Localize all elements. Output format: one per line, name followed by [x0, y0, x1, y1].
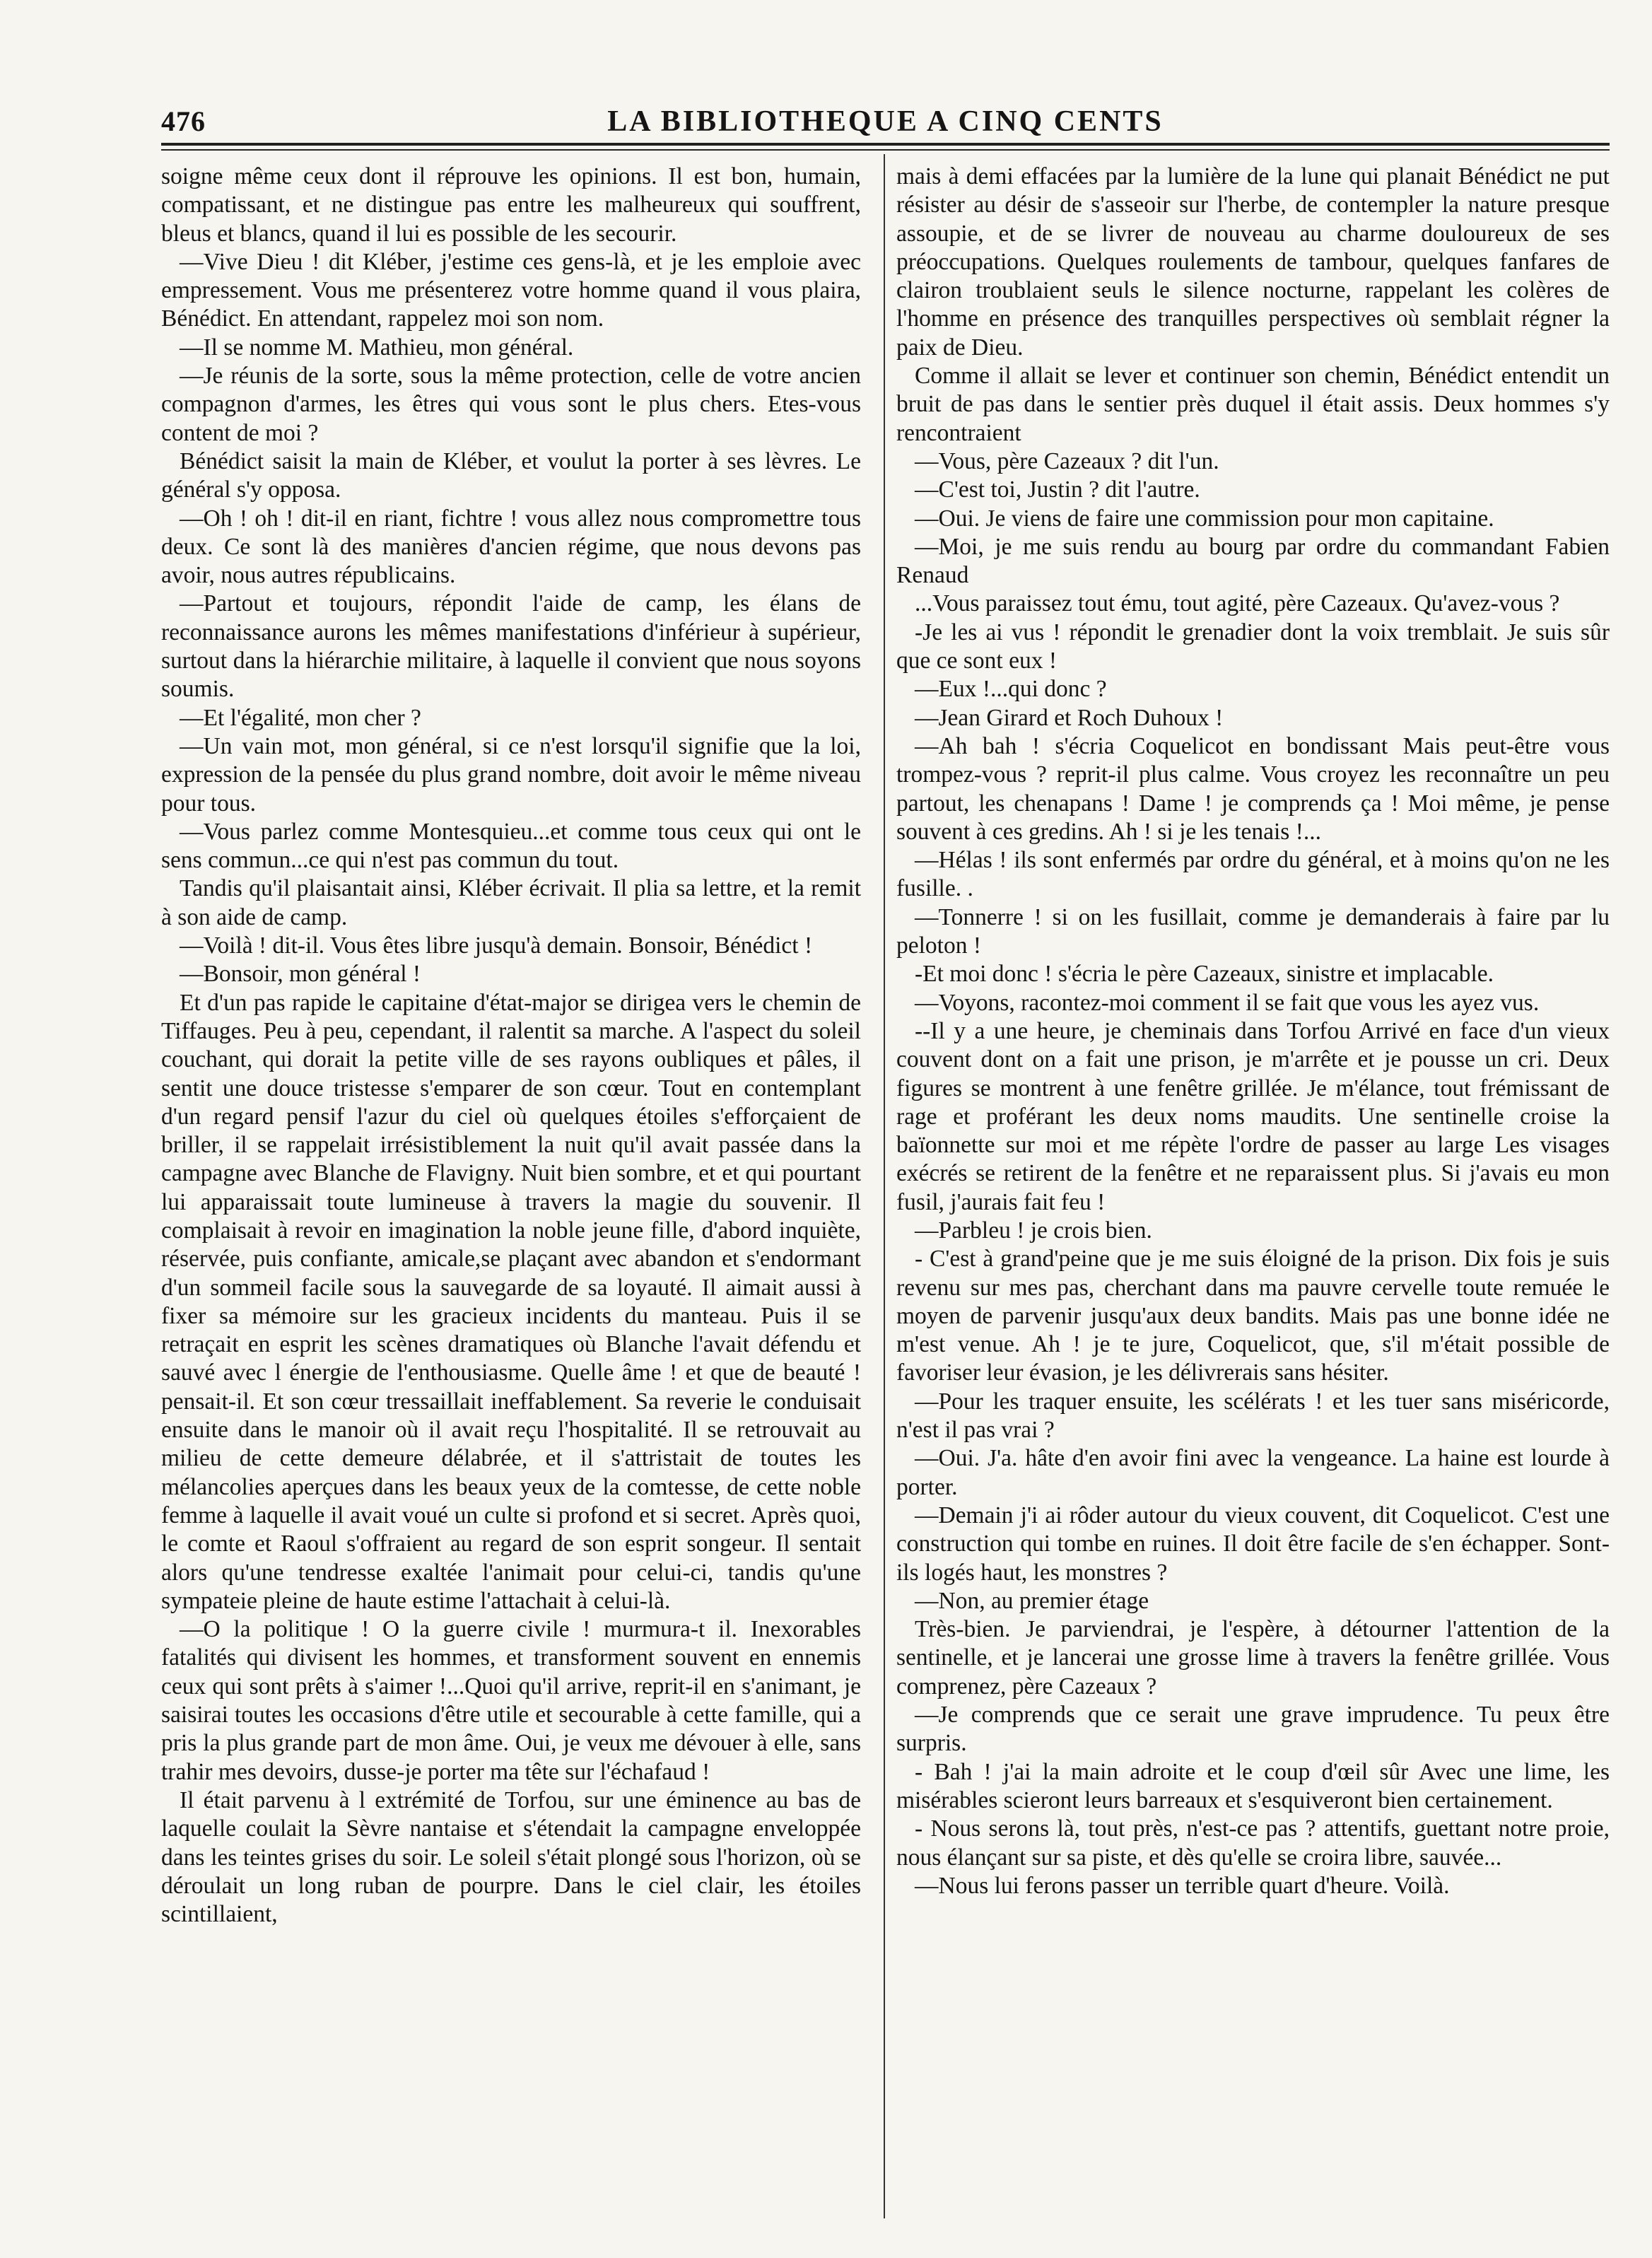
paragraph: —Ah bah ! s'écria Coquelicot en bondissant Mais peut-être vous trompez-vous ? reprit-il plus calme. Vous croyez les reconnaître un peu partout, les chenapans ! Dame ! je comprends ça ! Moi même, je pense souvent à ces gredins. Ah ! si je les tenais !... [896, 732, 1610, 845]
paragraph: —Je réunis de la sorte, sous la même protection, celle de votre ancien compagnon d'armes, les êtres qui vous sont le plus chers. Etes-vous content de moi ? [161, 363, 861, 446]
paragraph: —Moi, je me suis rendu au bourg par ordre du commandant Fabien Renaud [896, 533, 1610, 589]
paragraph: —Eux !...qui donc ? [915, 676, 1107, 703]
running-title: LA BIBLIOTHEQUE A CINQ CENTS [607, 105, 1164, 138]
paragraph: —C'est toi, Justin ? dit l'autre. [915, 476, 1200, 503]
page-number: 476 [161, 105, 206, 137]
paragraph: -Et moi donc ! s'écria le père Cazeaux, sinistre et implacable. [915, 961, 1494, 988]
paragraph: Comme il allait se lever et continuer son chemin, Bénédict entendit un bruit de pas dans le sentier près duquel il était assis. Deux hommes s'y rencontraient [896, 363, 1610, 446]
header-rule-thin [161, 149, 1610, 151]
header-rule-thick [161, 143, 1610, 146]
paragraph: mais à demi effacées par la lumière de la lune qui planait Bénédict ne put résister au désir de s'asseoir sur l'herbe, de contempler la nature presque assoupie, et de se livrer de nouveau au charme douloureux de ses préoccupations. Quelques roulements de tambour, quelques fanfares de clairon troublaient seuls le silence nocturne, rappelant les colères de l'homme en présence des tranquilles perspectives où semblait régner la paix de Dieu. [896, 163, 1610, 361]
paragraph: —Parbleu ! je crois bien. [915, 1217, 1152, 1244]
paragraph: —Voilà ! dit-il. Vous êtes libre jusqu'à demain. Bonsoir, Bénédict ! [180, 932, 813, 959]
paragraph: —Un vain mot, mon général, si ce n'est lorsqu'il signifie que la loi, expression de la pensée du plus grand nombre, doit avoir le même niveau pour tous. [161, 732, 861, 817]
paragraph: —Hélas ! ils sont enfermés par ordre du général, et à moins qu'on ne les fusille. . [896, 847, 1610, 902]
paragraph: Très-bien. Je parviendrai, je l'espère, à détourner l'attention de la sentinelle, et je lancerai une grosse lime à travers la fenêtre grillée. Vous comprenez, père Cazeaux ? [896, 1616, 1610, 1700]
paragraph: —O la politique ! O la guerre civile ! murmura-t il. Inexorables fatalités qui divisent les hommes, et transforment souvent en ennemis ceux qui sont prêts à s'aimer !...Quoi qu'il arrive, reprit-il en s'animant, je saisirai toutes les occasions d'être utile et secourable à cette famille, qui a pris la plus grande part de mon âme. Oui, je veux me dévouer à elle, sans trahir mes devoirs, dusse-je porter ma tête sur l'échafaud ! [161, 1616, 861, 1785]
paragraph: ...Vous paraissez tout ému, tout agité, père Cazeaux. Qu'avez-vous ? [915, 590, 1560, 617]
right-column [896, 163, 1610, 2241]
paragraph: —Vive Dieu ! dit Kléber, j'estime ces gens-là, et je les emploie avec empressement. Vous me présenterez votre homme quand il vous plaira, Bénédict. En attendant, rappelez moi son nom. [161, 248, 861, 332]
page-header [161, 105, 1610, 139]
paragraph: - C'est à grand'peine que je me suis éloigné de la prison. Dix fois je suis revenu sur mes pas, cherchant dans ma pauvre cervelle toute remuée le moyen de parvenir jusqu'aux deux bandits. Mais pas une bonne idée ne m'est venue. Ah ! je te jure, Coquelicot, que, s'il m'était possible de favoriser leur évasion, je les délivrerais sans hésiter. [896, 1246, 1610, 1386]
column-divider [884, 154, 885, 2218]
paragraph: —Vous, père Cazeaux ? dit l'un. [915, 447, 1219, 474]
paragraph: —Vous parlez comme Montesquieu...et comme tous ceux qui ont le sens commun...ce qui n'est pas commun du tout. [161, 818, 861, 874]
paragraph: —Partout et toujours, répondit l'aide de camp, les élans de reconnaissance aurons les mêmes manifestations d'inférieur à supérieur, surtout dans la hiérarchie militaire, à laquelle il convient que nous soyons soumis. [161, 590, 861, 703]
paragraph: —Je comprends que ce serait une grave imprudence. Tu peux être surpris. [896, 1702, 1610, 1757]
paragraph: --Il y a une heure, je cheminais dans Torfou Arrivé en face d'un vieux couvent dont on a fait une prison, je m'arrête et je pousse un cri. Deux figures se montrent à une fenêtre grillée. Je m'élance, tout frémissant de rage et proférant les deux noms maudits. Une sentinelle croise la baïonnette sur moi et me répète l'ordre de passer au large Les visages exécrés se retirent de la fenêtre et ne reparaissent plus. Si j'avais eu mon fusil, j'aurais fait feu ! [896, 1017, 1610, 1215]
paragraph: —Oh ! oh ! dit-il en riant, fichtre ! vous allez nous compromettre tous deux. Ce sont là des manières d'ancien régime, que nous devons pas avoir, nous autres républicains. [161, 505, 861, 589]
paragraph: -Je les ai vus ! répondit le grenadier dont la voix tremblait. Je suis sûr que ce sont eux ! [896, 619, 1610, 674]
paragraph: —Tonnerre ! si on les fusillait, comme je demanderais à faire par lu peloton ! [896, 903, 1610, 959]
paragraph: —Oui. J'a. hâte d'en avoir fini avec la vengeance. La haine est lourde à porter. [896, 1445, 1610, 1500]
paragraph: - Nous serons là, tout près, n'est-ce pas ? attentifs, guettant notre proie, nous élançant sur sa piste, et dès qu'elle se croira libre, sauvée... [896, 1815, 1610, 1871]
paragraph: —Et l'égalité, mon cher ? [180, 704, 421, 731]
left-column [161, 163, 861, 2241]
paragraph: Tandis qu'il plaisantait ainsi, Kléber écrivait. Il plia sa lettre, et la remit à son aide de camp. [161, 875, 861, 930]
paragraph: —Bonsoir, mon général ! [180, 961, 421, 988]
paragraph: —Il se nomme M. Mathieu, mon général. [180, 334, 574, 361]
paragraph: - Bah ! j'ai la main adroite et le coup d'œil sûr Avec une lime, les misérables scieront leurs barreaux et s'esquiveront bien certainement. [896, 1758, 1610, 1813]
paragraph: Bénédict saisit la main de Kléber, et voulut la porter à ses lèvres. Le général s'y opposa. [161, 447, 861, 503]
paragraph: —Pour les traquer ensuite, les scélérats ! et les tuer sans miséricorde, n'est il pas vrai ? [896, 1388, 1610, 1444]
paragraph: Et d'un pas rapide le capitaine d'état-major se dirigea vers le chemin de Tiffauges. Peu à peu, cependant, il ralentit sa marche. A l'aspect du soleil couchant, qui dorait la petite ville de ses rayons oubliques et pâles, il sentit une douce tristesse s'emparer de son cœur. Tout en contemplant d'un regard pensif l'azur du ciel où quelques étoiles s'efforçaient de briller, il se rappelait irrésistiblement la nuit qu'il avait passée dans la campagne avec Blanche de Flavigny. Nuit bien sombre, et et qui pourtant lui apparaissait toute lumineuse à travers la magie du souvenir. Il complaisait à revoir en imagination la noble jeune fille, d'abord inquiète, réservée, puis confiante, amicale,se plaçant avec abandon et s'endormant d'un sommeil facile sous la sauvegarde de sa loyauté. Il aimait aussi à fixer sa mémoire sur les gracieux incidents du manteau. Puis il se retraçait en esprit les scènes dramatiques où Blanche l'avait défendu et sauvé avec l énergie de l'enthousiasme. Quelle âme ! et que de beauté ! pensait-il. Et son cœur tressaillait ineffablement. Sa reverie le conduisait ensuite dans le manoir où il avait reçu l'hospitalité. Il se retrouvait au milieu de cette demeure délabrée, et il s'attristait de toutes les mélancolies aperçues dans les beaux yeux de la comtesse, de cette noble femme à laquelle il avait voué un culte si profond et si secret. Après quoi, le comte et Raoul s'offraient au regard de son esprit songeur. Il sentait alors qu'une tendresse exaltée l'animait pour celui-ci, tandis qu'une sympateie pleine de haute estime l'attachait à celui-là. [161, 989, 861, 1614]
paragraph: —Voyons, racontez-moi comment il se fait que vous les ayez vus. [915, 989, 1540, 1016]
paragraph: —Demain j'i ai rôder autour du vieux couvent, dit Coquelicot. C'est une construction qui tombe en ruines. Il doit être facile de s'en échapper. Sont-ils logés haut, les monstres ? [896, 1502, 1610, 1586]
paragraph: —Jean Girard et Roch Duhoux ! [915, 704, 1224, 731]
paragraph: —Oui. Je viens de faire une commission pour mon capitaine. [915, 505, 1494, 532]
paragraph: —Non, au premier étage [915, 1587, 1149, 1614]
paragraph: soigne même ceux dont il réprouve les opinions. Il est bon, humain, compatissant, et ne distingue pas entre les malheureux qui souffrent, bleus et blancs, quand il lui es possible de les secourir. [161, 163, 861, 247]
paragraph: —Nous lui ferons passer un terrible quart d'heure. Voilà. [915, 1872, 1450, 1899]
paragraph: Il était parvenu à l extrémité de Torfou, sur une éminence au bas de laquelle coulait la Sèvre nantaise et s'étendait la campagne enveloppée dans les teintes grises du soir. Le soleil s'était plongé sous l'horizon, où se déroulait un long ruban de pourpre. Dans le ciel clair, les étoiles scintillaient, [161, 1786, 861, 1928]
